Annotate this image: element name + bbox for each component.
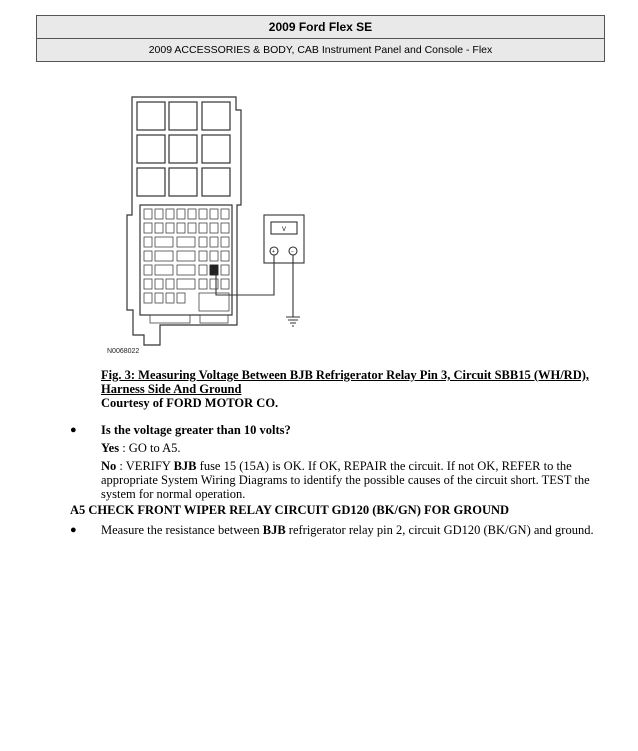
figure-id: N0068022 <box>107 348 140 355</box>
no-label: No <box>101 459 117 473</box>
a5-step-bjb: BJB <box>262 523 286 537</box>
yes-label: Yes <box>101 441 120 455</box>
svg-text:−: − <box>291 249 294 255</box>
no-answer <box>101 459 612 501</box>
a5-step-item <box>72 523 612 537</box>
question-item <box>72 423 612 501</box>
figure-caption <box>101 368 601 410</box>
section-a5-heading: A5 CHECK FRONT WIPER RELAY CIRCUIT GD120 (BK/GN) FOR GROUND <box>70 503 510 517</box>
no-text-1: : VERIFY <box>119 459 174 473</box>
caption-line-2: Harness Side And Ground <box>101 382 242 396</box>
yes-answer <box>101 441 612 455</box>
a5-step-text-2: refrigerator relay pin 2, circuit GD120 (BK/GN) and ground. <box>285 523 594 537</box>
no-text-line-2: appropriate System Wiring Diagrams to identify the possible causes of the circuit short. TEST the <box>101 473 590 487</box>
bullet-icon: ● <box>70 424 77 436</box>
no-text-line-3: system for normal operation. <box>101 487 246 501</box>
meter-label: V <box>281 227 287 233</box>
bullet-icon: ● <box>70 524 77 536</box>
svg-text:+: + <box>272 249 275 255</box>
document-subtitle: 2009 ACCESSORIES & BODY, CAB Instrument Panel and Console - Flex <box>148 44 493 56</box>
no-text-2: fuse 15 (15A) is OK. If OK, REPAIR the circuit. If not OK, REFER to the <box>196 459 572 473</box>
document-header <box>36 15 605 62</box>
question-text: Is the voltage greater than 10 volts? <box>101 423 291 437</box>
document-title: 2009 Ford Flex SE <box>37 16 604 39</box>
yes-text: : GO to A5. <box>122 441 181 455</box>
fuse-box-diagram <box>100 85 340 365</box>
caption-courtesy: Courtesy of FORD MOTOR CO. <box>101 396 279 410</box>
a5-step-text-1: Measure the resistance between <box>101 523 263 537</box>
caption-line-1: Fig. 3: Measuring Voltage Between BJB Refrigerator Relay Pin 3, Circuit SBB15 (WH/RD), <box>101 368 590 382</box>
no-bjb: BJB <box>173 459 197 473</box>
